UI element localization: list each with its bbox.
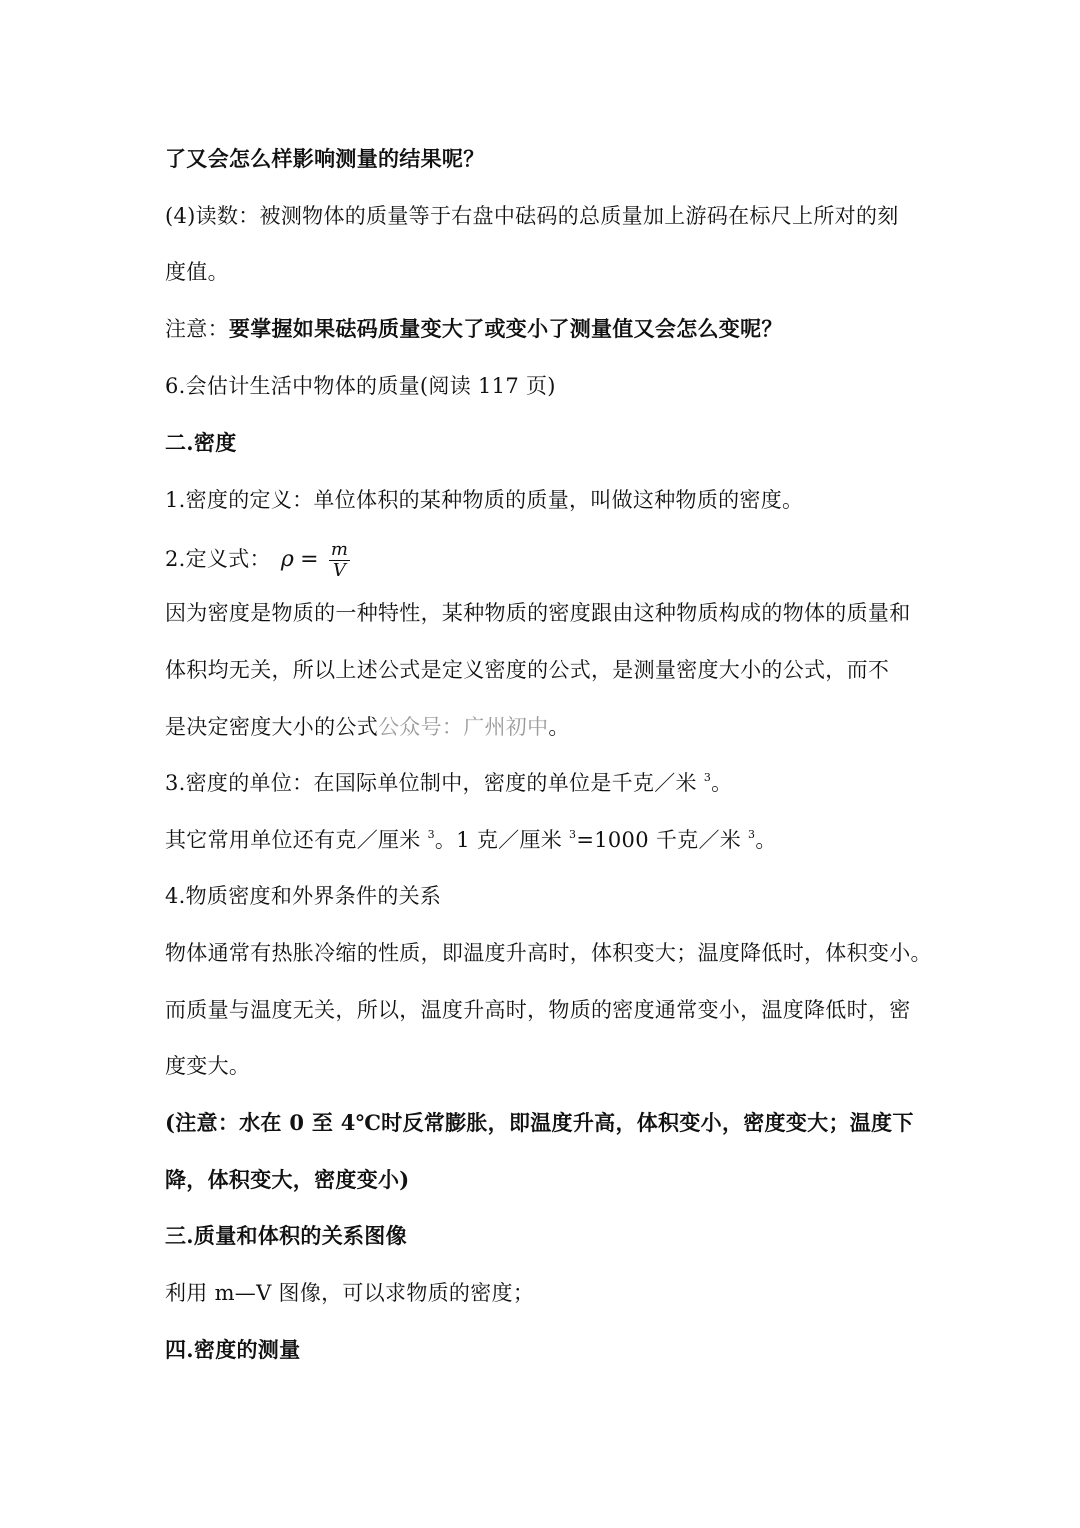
text-line: 6.会估计生活中物体的质量(阅读 117 页) bbox=[165, 374, 556, 398]
formula-equals: = bbox=[300, 547, 319, 572]
text-line bbox=[165, 825, 925, 855]
superscript: 3 bbox=[569, 828, 577, 841]
note-prefix: 注意： bbox=[165, 317, 229, 341]
text-line bbox=[165, 712, 925, 742]
note-line: 降，体积变大，密度变小) bbox=[165, 1167, 410, 1192]
superscript: 3 bbox=[427, 828, 435, 841]
text-line: 1.密度的定义：单位体积的某种物质的质量，叫做这种物质的密度。 bbox=[165, 488, 804, 512]
text-segment: =1000 千克／米 bbox=[576, 828, 742, 852]
text-line: 体积均无关，所以上述公式是定义密度的公式，是测量密度大小的公式，而不 bbox=[165, 658, 890, 682]
text-line: 而质量与温度无关，所以，温度升高时，物质的密度通常变小，温度降低时，密 bbox=[165, 998, 911, 1022]
superscript: 3 bbox=[703, 771, 712, 784]
text-segment: 是决定密度大小的公式 bbox=[165, 715, 378, 739]
text-line: 物体通常有热胀冷缩的性质，即温度升高时，体积变大；温度降低时，体积变小。 bbox=[165, 941, 932, 965]
superscript: 3 bbox=[748, 828, 756, 841]
note-line bbox=[165, 314, 925, 344]
section-heading: 四.密度的测量 bbox=[165, 1337, 301, 1362]
section-heading: 二.密度 bbox=[165, 430, 237, 455]
formula-fraction bbox=[329, 540, 350, 581]
text-line: 4.物质密度和外界条件的关系 bbox=[165, 884, 442, 908]
text-line: 因为密度是物质的一种特性，某种物质的密度跟由这种物质构成的物体的质量和 bbox=[165, 601, 911, 625]
text-line: 度变大。 bbox=[165, 1054, 251, 1078]
formula-rho: ρ bbox=[280, 547, 295, 572]
text-segment: 3.密度的单位：在国际单位制中，密度的单位是千克／米 bbox=[165, 771, 697, 795]
fraction-denominator: V bbox=[332, 560, 347, 581]
text-segment: 。 bbox=[755, 828, 777, 852]
section-heading: 三.质量和体积的关系图像 bbox=[165, 1223, 407, 1248]
formula-line bbox=[165, 536, 925, 582]
text-segment: 。1 克／厘米 bbox=[434, 828, 563, 852]
text-line: 利用 m—V 图像，可以求物质的密度； bbox=[165, 1281, 535, 1305]
note-line: (注意：水在 0 至 4℃时反常膨胀，即温度升高，体积变小，密度变大；温度下 bbox=[165, 1110, 914, 1135]
fraction-numerator: m bbox=[330, 539, 349, 560]
text-segment: 其它常用单位还有克／厘米 bbox=[165, 828, 421, 852]
text-line: 度值。 bbox=[165, 260, 229, 284]
text-line: (4)读数：被测物体的质量等于右盘中砝码的总质量加上游码在标尺上所对的刻 bbox=[165, 204, 899, 228]
text-segment: 。 bbox=[548, 715, 570, 739]
formula-label: 2.定义式： bbox=[165, 547, 271, 571]
note-emphasis: 要掌握如果砝码质量变大了或变小了测量值又会怎么变呢？ bbox=[228, 316, 783, 341]
watermark-text: 公众号：广州初中 bbox=[378, 715, 549, 739]
text-segment: 。 bbox=[711, 771, 733, 795]
text-line bbox=[165, 768, 925, 798]
text-line: 了又会怎么样影响测量的结果呢？ bbox=[165, 146, 485, 171]
